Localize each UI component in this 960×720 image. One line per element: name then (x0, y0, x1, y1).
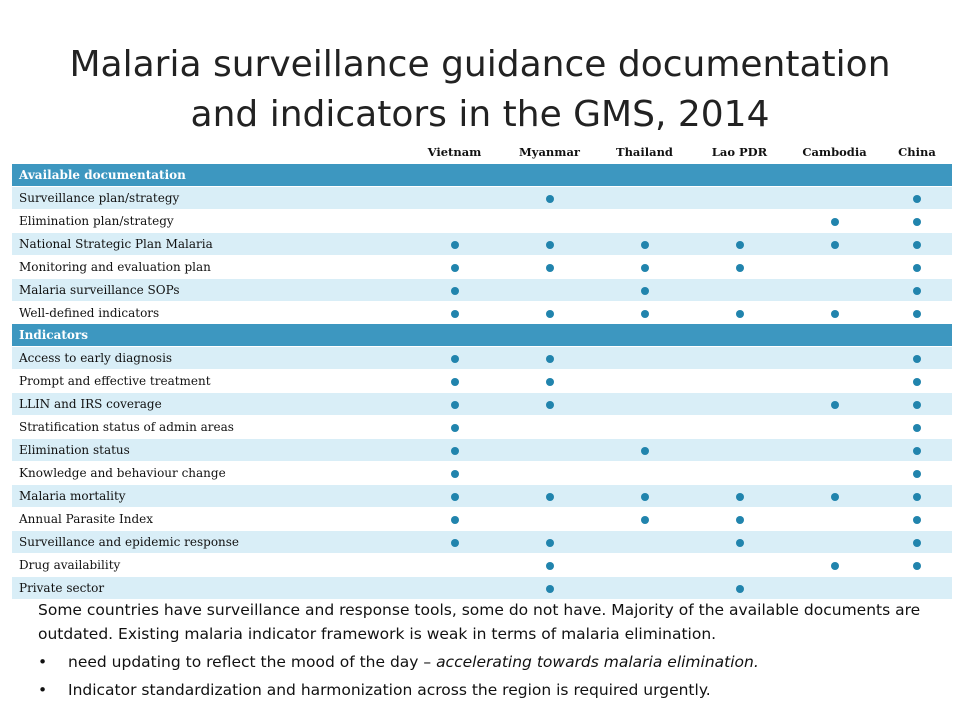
table-cell (882, 347, 952, 370)
availability-dot-icon (546, 493, 554, 501)
availability-dot-icon (641, 241, 649, 249)
table-row (12, 485, 952, 508)
table-cell (407, 462, 502, 485)
availability-dot-icon (451, 241, 459, 249)
title-line-2: and indicators in the GMS, 2014 (190, 94, 770, 135)
availability-dot-icon (451, 447, 459, 455)
table-row (12, 233, 952, 256)
availability-dot-icon (913, 241, 921, 249)
table-cell (502, 508, 597, 531)
availability-dot-icon (736, 516, 744, 524)
availability-dot-icon (451, 264, 459, 272)
table-cell (502, 554, 597, 577)
availability-dot-icon (913, 310, 921, 318)
table-cell (787, 233, 882, 256)
table-cell (692, 302, 787, 325)
table-cell (407, 416, 502, 439)
table-cell (692, 233, 787, 256)
table-cell (407, 531, 502, 554)
table-cell (692, 416, 787, 439)
availability-dot-icon (736, 264, 744, 272)
availability-dot-icon (736, 493, 744, 501)
table-cell (597, 416, 692, 439)
section-row (12, 324, 952, 347)
table-cell (597, 439, 692, 462)
table-cell (407, 508, 502, 531)
availability-dot-icon (546, 355, 554, 363)
section-heading: Available documentation (12, 164, 952, 187)
bullet-2-text: Indicator standardization and harmonization across the region is required urgently. (68, 681, 711, 699)
table-cell (787, 439, 882, 462)
availability-dot-icon (546, 562, 554, 570)
availability-dot-icon (736, 241, 744, 249)
table-row (12, 577, 952, 600)
table-cell (882, 210, 952, 233)
table-cell (407, 302, 502, 325)
availability-dot-icon (451, 378, 459, 386)
bullet-item-1 (38, 650, 938, 674)
table-cell (787, 279, 882, 302)
table-cell (692, 256, 787, 279)
table-cell (597, 577, 692, 600)
slide-title (0, 40, 960, 140)
table-cell (882, 256, 952, 279)
availability-dot-icon (546, 378, 554, 386)
table-cell (787, 347, 882, 370)
table-cell (692, 508, 787, 531)
table-cell (692, 531, 787, 554)
availability-dot-icon (736, 539, 744, 547)
table-row (12, 187, 952, 210)
table-cell (787, 210, 882, 233)
table-cell (787, 554, 882, 577)
availability-dot-icon (913, 401, 921, 409)
availability-dot-icon (451, 493, 459, 501)
availability-dot-icon (451, 539, 459, 547)
table-row (12, 531, 952, 554)
table-row (12, 302, 952, 325)
table-cell (407, 233, 502, 256)
bullet-1-emphasis: accelerating towards malaria elimination. (436, 653, 759, 671)
bullet-item-2 (38, 678, 938, 702)
table-cell (597, 554, 692, 577)
table-cell (787, 393, 882, 416)
bullet-1-text: need updating to reflect the mood of the day – (68, 653, 437, 671)
table-cell (502, 347, 597, 370)
table-cell (597, 393, 692, 416)
table-cell (502, 256, 597, 279)
table-cell (597, 302, 692, 325)
row-label: Prompt and effective treatment (12, 370, 407, 393)
section-row (12, 164, 952, 187)
row-label: Stratification status of admin areas (12, 416, 407, 439)
table-cell (597, 347, 692, 370)
availability-dot-icon (451, 470, 459, 478)
table-cell (882, 577, 952, 600)
table-cell (597, 256, 692, 279)
table-cell (787, 416, 882, 439)
table-cell (407, 347, 502, 370)
table-cell (692, 439, 787, 462)
availability-dot-icon (913, 195, 921, 203)
availability-dot-icon (736, 310, 744, 318)
bullet-marker: • (38, 653, 48, 671)
table-body (12, 164, 952, 600)
table-cell (692, 370, 787, 393)
table-cell (692, 485, 787, 508)
table-row (12, 279, 952, 302)
notes-bullets (38, 650, 938, 702)
table-cell (692, 210, 787, 233)
availability-dot-icon (451, 310, 459, 318)
row-label: Access to early diagnosis (12, 347, 407, 370)
table-cell (502, 485, 597, 508)
table-cell (692, 462, 787, 485)
table-cell (502, 416, 597, 439)
table-cell (407, 370, 502, 393)
availability-dot-icon (831, 562, 839, 570)
table-row (12, 416, 952, 439)
table-cell (787, 187, 882, 210)
availability-dot-icon (641, 516, 649, 524)
column-header-thailand: Thailand (597, 141, 692, 164)
availability-dot-icon (641, 493, 649, 501)
table-cell (882, 439, 952, 462)
notes-paragraph: Some countries have surveillance and response tools, some do not have. Majority of the available documents are outdated. Existing malaria indicator framework is weak in terms of malaria elimination. (38, 601, 921, 643)
table-cell (882, 370, 952, 393)
table-cell (882, 462, 952, 485)
table-cell (882, 279, 952, 302)
table-cell (407, 210, 502, 233)
table-row (12, 370, 952, 393)
row-label: National Strategic Plan Malaria (12, 233, 407, 256)
column-header-myanmar: Myanmar (502, 141, 597, 164)
table-cell (692, 393, 787, 416)
row-label: Monitoring and evaluation plan (12, 256, 407, 279)
column-header-vietnam: Vietnam (407, 141, 502, 164)
table-cell (787, 508, 882, 531)
table-cell (882, 187, 952, 210)
availability-dot-icon (913, 287, 921, 295)
table-cell (407, 439, 502, 462)
table-cell (882, 485, 952, 508)
table-cell (597, 233, 692, 256)
table-cell (597, 485, 692, 508)
availability-dot-icon (831, 493, 839, 501)
availability-dot-icon (451, 287, 459, 295)
table-cell (692, 187, 787, 210)
row-label: Private sector (12, 577, 407, 600)
table-cell (882, 233, 952, 256)
table-cell (502, 370, 597, 393)
availability-dot-icon (546, 585, 554, 593)
table-cell (502, 210, 597, 233)
table-cell (597, 370, 692, 393)
table-cell (787, 302, 882, 325)
availability-dot-icon (913, 355, 921, 363)
column-header-lao-pdr: Lao PDR (692, 141, 787, 164)
row-label: Elimination plan/strategy (12, 210, 407, 233)
bullet-marker: • (38, 681, 48, 699)
row-label: Drug availability (12, 554, 407, 577)
title-line-1: Malaria surveillance guidance documentation (69, 44, 891, 85)
table-cell (597, 531, 692, 554)
notes (38, 598, 938, 702)
table-cell (502, 439, 597, 462)
table-cell (787, 531, 882, 554)
table-cell (407, 279, 502, 302)
availability-dot-icon (913, 378, 921, 386)
table-cell (882, 508, 952, 531)
row-label: Elimination status (12, 439, 407, 462)
table-cell (407, 554, 502, 577)
table-cell (597, 210, 692, 233)
table-cell (787, 485, 882, 508)
table-cell (597, 462, 692, 485)
table-cell (407, 256, 502, 279)
table-cell (597, 279, 692, 302)
column-header-china: China (882, 141, 952, 164)
table-row (12, 508, 952, 531)
table-cell (502, 279, 597, 302)
availability-dot-icon (831, 401, 839, 409)
row-label: Malaria surveillance SOPs (12, 279, 407, 302)
table-row (12, 393, 952, 416)
row-label: Malaria mortality (12, 485, 407, 508)
row-label: Surveillance and epidemic response (12, 531, 407, 554)
guidance-table (12, 141, 952, 599)
table-row (12, 210, 952, 233)
header-blank (12, 141, 407, 164)
availability-dot-icon (913, 539, 921, 547)
availability-dot-icon (546, 241, 554, 249)
column-header-cambodia: Cambodia (787, 141, 882, 164)
table-cell (407, 577, 502, 600)
header-row (12, 141, 952, 164)
availability-dot-icon (913, 516, 921, 524)
row-label: LLIN and IRS coverage (12, 393, 407, 416)
table-cell (692, 279, 787, 302)
availability-dot-icon (831, 310, 839, 318)
table-cell (502, 233, 597, 256)
availability-dot-icon (736, 585, 744, 593)
availability-dot-icon (641, 310, 649, 318)
table-cell (882, 302, 952, 325)
row-label: Surveillance plan/strategy (12, 187, 407, 210)
table-cell (787, 577, 882, 600)
table-cell (787, 370, 882, 393)
row-label: Well-defined indicators (12, 302, 407, 325)
availability-dot-icon (913, 470, 921, 478)
availability-dot-icon (913, 264, 921, 272)
row-label: Knowledge and behaviour change (12, 462, 407, 485)
availability-dot-icon (546, 310, 554, 318)
availability-dot-icon (641, 447, 649, 455)
table-cell (502, 577, 597, 600)
table-cell (407, 187, 502, 210)
table-cell (787, 462, 882, 485)
table-cell (692, 577, 787, 600)
table-cell (882, 531, 952, 554)
table-cell (882, 554, 952, 577)
row-label: Annual Parasite Index (12, 508, 407, 531)
table-row (12, 439, 952, 462)
availability-dot-icon (913, 562, 921, 570)
table-row (12, 347, 952, 370)
table-cell (502, 187, 597, 210)
table-row (12, 256, 952, 279)
table-cell (502, 462, 597, 485)
table-cell (597, 508, 692, 531)
table-row (12, 554, 952, 577)
availability-dot-icon (546, 539, 554, 547)
availability-dot-icon (831, 241, 839, 249)
availability-dot-icon (546, 264, 554, 272)
availability-dot-icon (913, 218, 921, 226)
availability-dot-icon (546, 401, 554, 409)
section-heading: Indicators (12, 324, 952, 347)
availability-dot-icon (913, 447, 921, 455)
availability-dot-icon (451, 424, 459, 432)
availability-dot-icon (451, 355, 459, 363)
table-cell (692, 347, 787, 370)
availability-dot-icon (451, 516, 459, 524)
table-cell (597, 187, 692, 210)
table-cell (502, 302, 597, 325)
table-cell (882, 393, 952, 416)
availability-dot-icon (641, 264, 649, 272)
availability-dot-icon (546, 195, 554, 203)
availability-dot-icon (913, 493, 921, 501)
availability-dot-icon (831, 218, 839, 226)
table-cell (787, 256, 882, 279)
availability-dot-icon (913, 424, 921, 432)
table-cell (407, 485, 502, 508)
table-cell (882, 416, 952, 439)
table-cell (502, 531, 597, 554)
table-cell (692, 554, 787, 577)
table-row (12, 462, 952, 485)
availability-dot-icon (641, 287, 649, 295)
table-cell (407, 393, 502, 416)
availability-dot-icon (451, 401, 459, 409)
table-cell (502, 393, 597, 416)
